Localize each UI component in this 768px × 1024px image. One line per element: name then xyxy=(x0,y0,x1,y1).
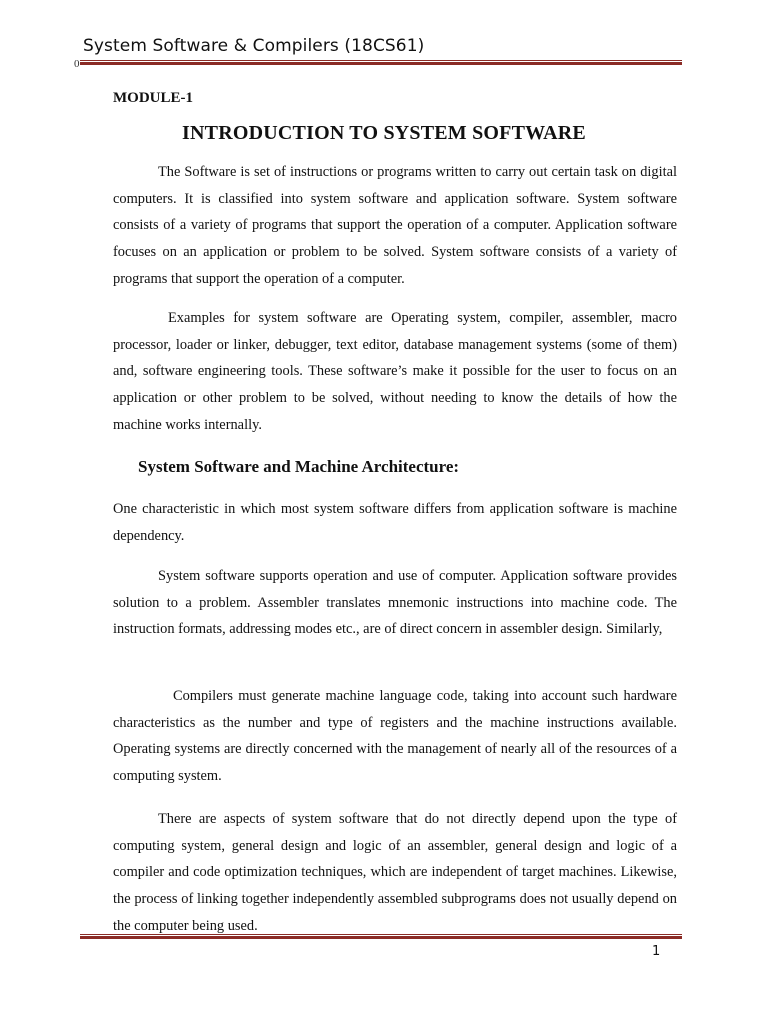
header-title: System Software & Compilers (18CS61) xyxy=(83,36,425,56)
intro-paragraph-2: Examples for system software are Operating system, compiler, assembler, macro processor, loader or linker, debugger, text editor, database management systems (some of them) and, software engineering tools. These software’s make it possible for the user to focus on an application or other problem to be solved, without needing to know the details of how the machine works internally. xyxy=(113,310,677,433)
header-rule xyxy=(80,60,682,65)
section-paragraph-1: One characteristic in which most system software differs from application software is machine dependency. xyxy=(113,501,677,544)
page-number: 1 xyxy=(652,944,661,959)
module-label: MODULE-1 xyxy=(113,90,193,106)
section-paragraph-4: There are aspects of system software that do not directly depend upon the type of computing system, general design and logic of an assembler, general design and logic of a compiler and code optimization techniques, which are independent of target machines. Likewise, the process of linking together independently assembled subprograms does not usually depend on the computer being used. xyxy=(113,811,677,934)
intro-paragraph-1: The Software is set of instructions or programs written to carry out certain task on digital computers. It is classified into system software and application software. System software consists of a variety of programs that support the operation of a computer. Application software focuses on an application or problem to be solved. System software consists of a variety of programs that support the operation of a computer. xyxy=(113,164,677,287)
section-paragraph-3: Compilers must generate machine language code, taking into account such hardware characteristics as the number and type of registers and the machine instructions available. Operating systems are directly concerned with the management of nearly all of the resources of a computing system. xyxy=(113,688,677,785)
page-title: INTRODUCTION TO SYSTEM SOFTWARE xyxy=(182,122,586,144)
section-paragraph-2: System software supports operation and use of computer. Application software provides solution to a problem. Assembler translates mnemonic instructions into machine code. The instruction formats, addressing modes etc., are of direct concern in assembler design. Similarly, xyxy=(113,568,677,638)
header-marker: 0 xyxy=(74,58,80,70)
section-heading: System Software and Machine Architecture: xyxy=(138,457,460,476)
footer-rule xyxy=(80,934,682,939)
